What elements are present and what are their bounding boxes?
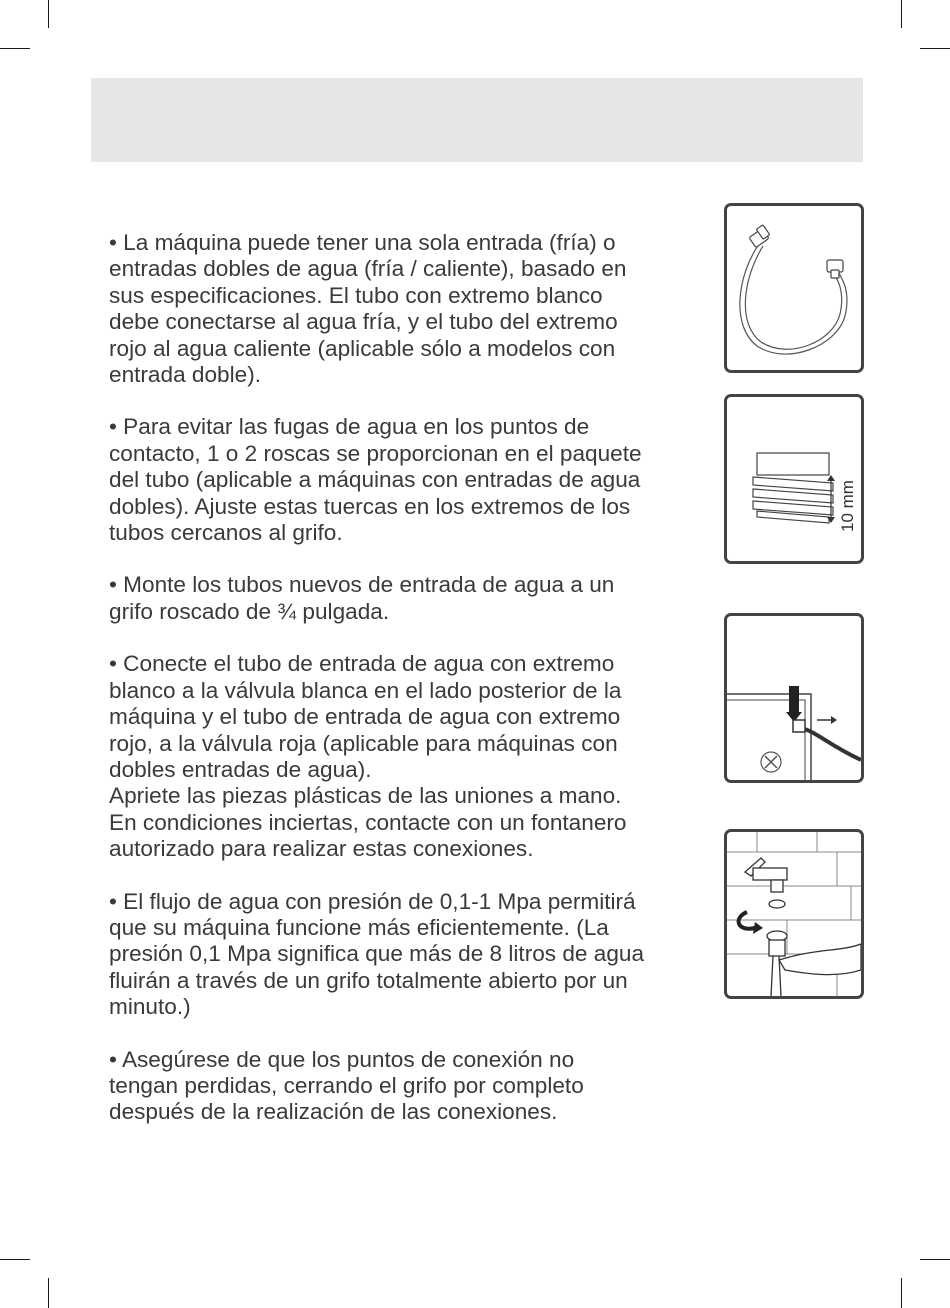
instructions-text: [109, 230, 719, 1152]
paragraph-inlets: • La máquina puede tener una sola entrada (fría) o entradas dobles de agua (fría / caliente), basado en sus especificaciones. El tubo con extremo blanco debe conectarse al agua fría, y el tubo del extremo rojo al agua caliente (aplicable sólo a modelos con entrada doble).: [109, 230, 627, 388]
tap-illustration: [727, 832, 861, 996]
hose-illustration: [727, 206, 861, 370]
figure-inlet-hose: [724, 203, 864, 373]
paragraph-leaks: • Asegúrese de que los puntos de conexión no tengan perdidas, cerrando el grifo por completo después de la realización de las conexiones.: [109, 1046, 584, 1125]
crop-mark: [0, 1259, 30, 1260]
valve-illustration: [727, 616, 861, 780]
figure-thread-nut: [724, 394, 864, 564]
figure-tap-mounting: [724, 829, 864, 999]
figure-valve-connection: [724, 613, 864, 783]
crop-mark: [901, 0, 902, 28]
paragraph-valves: • Conecte el tubo de entrada de agua con extremo blanco a la válvula blanca en el lado posterior de la máquina y el tubo de entrada de agua con extremo rojo, a la válvula roja (aplicable para máquinas con dobles entradas de agua). Apriete las piezas plásticas de las uniones a mano. En condiciones inciertas, contacte con un fontanero autorizado para realizar estas conexiones.: [109, 651, 627, 862]
thread-dimension-label: 10 mm: [838, 480, 857, 532]
crop-mark: [0, 48, 30, 49]
crop-mark: [920, 48, 950, 49]
crop-mark: [48, 0, 49, 28]
paragraph-pressure: • El flujo de agua con presión de 0,1-1 Mpa permitirá que su máquina funcione más eficientemente. (La presión 0,1 Mpa significa que más de 8 litros de agua fluirán a través de un grifo totalmente abierto por un minuto.): [109, 888, 645, 1020]
crop-mark: [901, 1278, 902, 1308]
crop-mark: [920, 1259, 950, 1260]
paragraph-tap: • Monte los tubos nuevos de entrada de agua a un grifo roscado de ¾ pulgada.: [109, 572, 615, 624]
paragraph-threads: • Para evitar las fugas de agua en los puntos de contacto, 1 o 2 roscas se proporcionan en el paquete del tubo (aplicable a máquinas con entradas de agua dobles). Ajuste estas tuercas en los extremos de los tubos cercanos al grifo.: [109, 414, 642, 546]
thread-illustration: [727, 397, 861, 561]
header-band: [91, 78, 863, 162]
crop-mark: [48, 1278, 49, 1308]
